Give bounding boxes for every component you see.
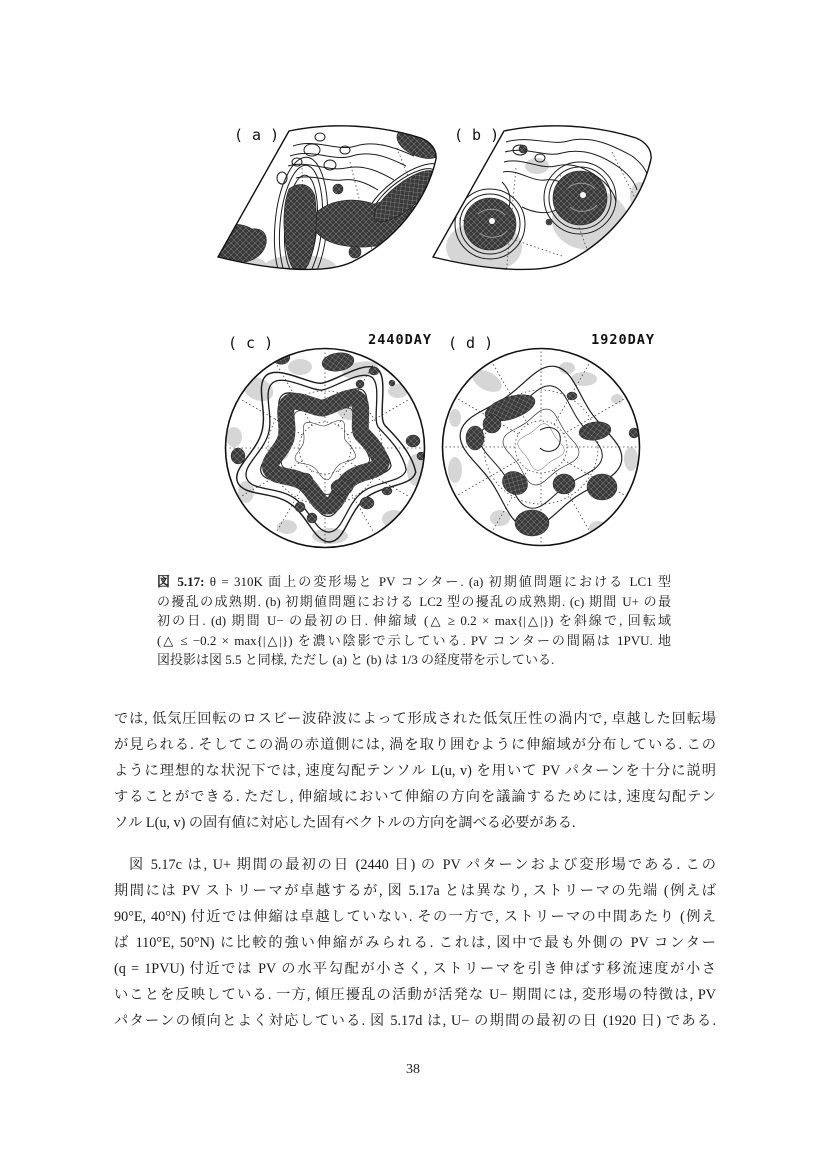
- body-line: では, 低気圧回転のロスビー波砕波によって形成された低気圧性の渦内で, 卓越した回転場: [114, 711, 716, 727]
- body-line: することができる. ただし, 伸縮域において伸縮の方向を議論するためには, 速度勾配テン: [114, 789, 716, 805]
- figure-caption: [157, 572, 671, 670]
- caption-line: 図投影は図 5.5 と同様, ただし (a) と (b) は 1/3 の経度帯を示している.: [157, 652, 555, 668]
- caption-line: (△ ≤ −0.2 × max{|△|}) を濃い陰影で示している. PV コンターの間隔は 1PVU. 地: [157, 632, 671, 648]
- body-line: ソル L(u, v) の固有値に対応した固有ベクトルの方向を調べる必要がある.: [114, 815, 576, 831]
- panel-c-day-label: 2440DAY: [368, 332, 432, 348]
- body-line: (q = 1PVU) 付近では PV の水平勾配が小さく, ストリーマを引き伸ばす移流速度が小さ: [114, 961, 716, 977]
- body-line: パターンの傾向とよく対応している. 図 5.17d は, U− の期間の最初の日 (1920 日) である.: [114, 1013, 716, 1029]
- body-paragraph-2: [114, 852, 716, 1034]
- panel-d-label: ( d ): [448, 334, 494, 352]
- panel-a-label: ( a ): [234, 126, 280, 144]
- panel-c-label: ( c ): [228, 334, 274, 352]
- body-line: ように理想的な状況下では, 速度勾配テンソル L(u, v) を用いて PV パターンを十分に説明: [114, 763, 716, 779]
- body-line: ば 110°E, 50°N) に比較的強い伸縮がみられる. これは, 図中で最も外側の PV コンター: [114, 935, 716, 951]
- body-line: いことを反映している. 一方, 傾圧擾乱の活動が活発な U− 期間には, 変形場の特徴は, PV: [114, 987, 716, 1003]
- caption-line-text: θ = 310K 面上の変形場と PV コンター. (a) 初期値問題における LC1 型: [204, 574, 671, 589]
- caption-line: の擾乱の成熟期. (b) 初期値問題における LC2 型の擾乱の成熟期. (c) 期間 U+ の最: [157, 593, 671, 609]
- body-line: 90°E, 40°N) 付近では伸縮は卓越していない. その一方で, ストリーマの中間あたり (例え: [114, 909, 716, 925]
- caption-line: [157, 572, 671, 592]
- panel-d-day-label: 1920DAY: [591, 332, 655, 348]
- page-number: 38: [406, 1062, 420, 1077]
- body-line: 図 5.17c は, U+ 期間の最初の日 (2440 日) の PV パターンおよび変形場である. この: [129, 857, 716, 873]
- caption-line: 初の日. (d) 期間 U− の最初の日. 伸縮域 (△ ≥ 0.2 × max{|△|}) を斜線で, 回転域: [157, 613, 671, 629]
- body-paragraph-1: [114, 706, 716, 836]
- body-line: 期間には PV ストリーマが卓越するが, 図 5.17a とは異なり, ストリーマの先端 (例えば: [114, 883, 716, 899]
- panel-b-label: ( b ): [454, 126, 500, 144]
- caption-figure-label: 図 5.17:: [157, 574, 205, 589]
- body-line: が見られる. そしてこの渦の赤道側には, 渦を取り囲むように伸縮域が分布している. この: [114, 737, 716, 753]
